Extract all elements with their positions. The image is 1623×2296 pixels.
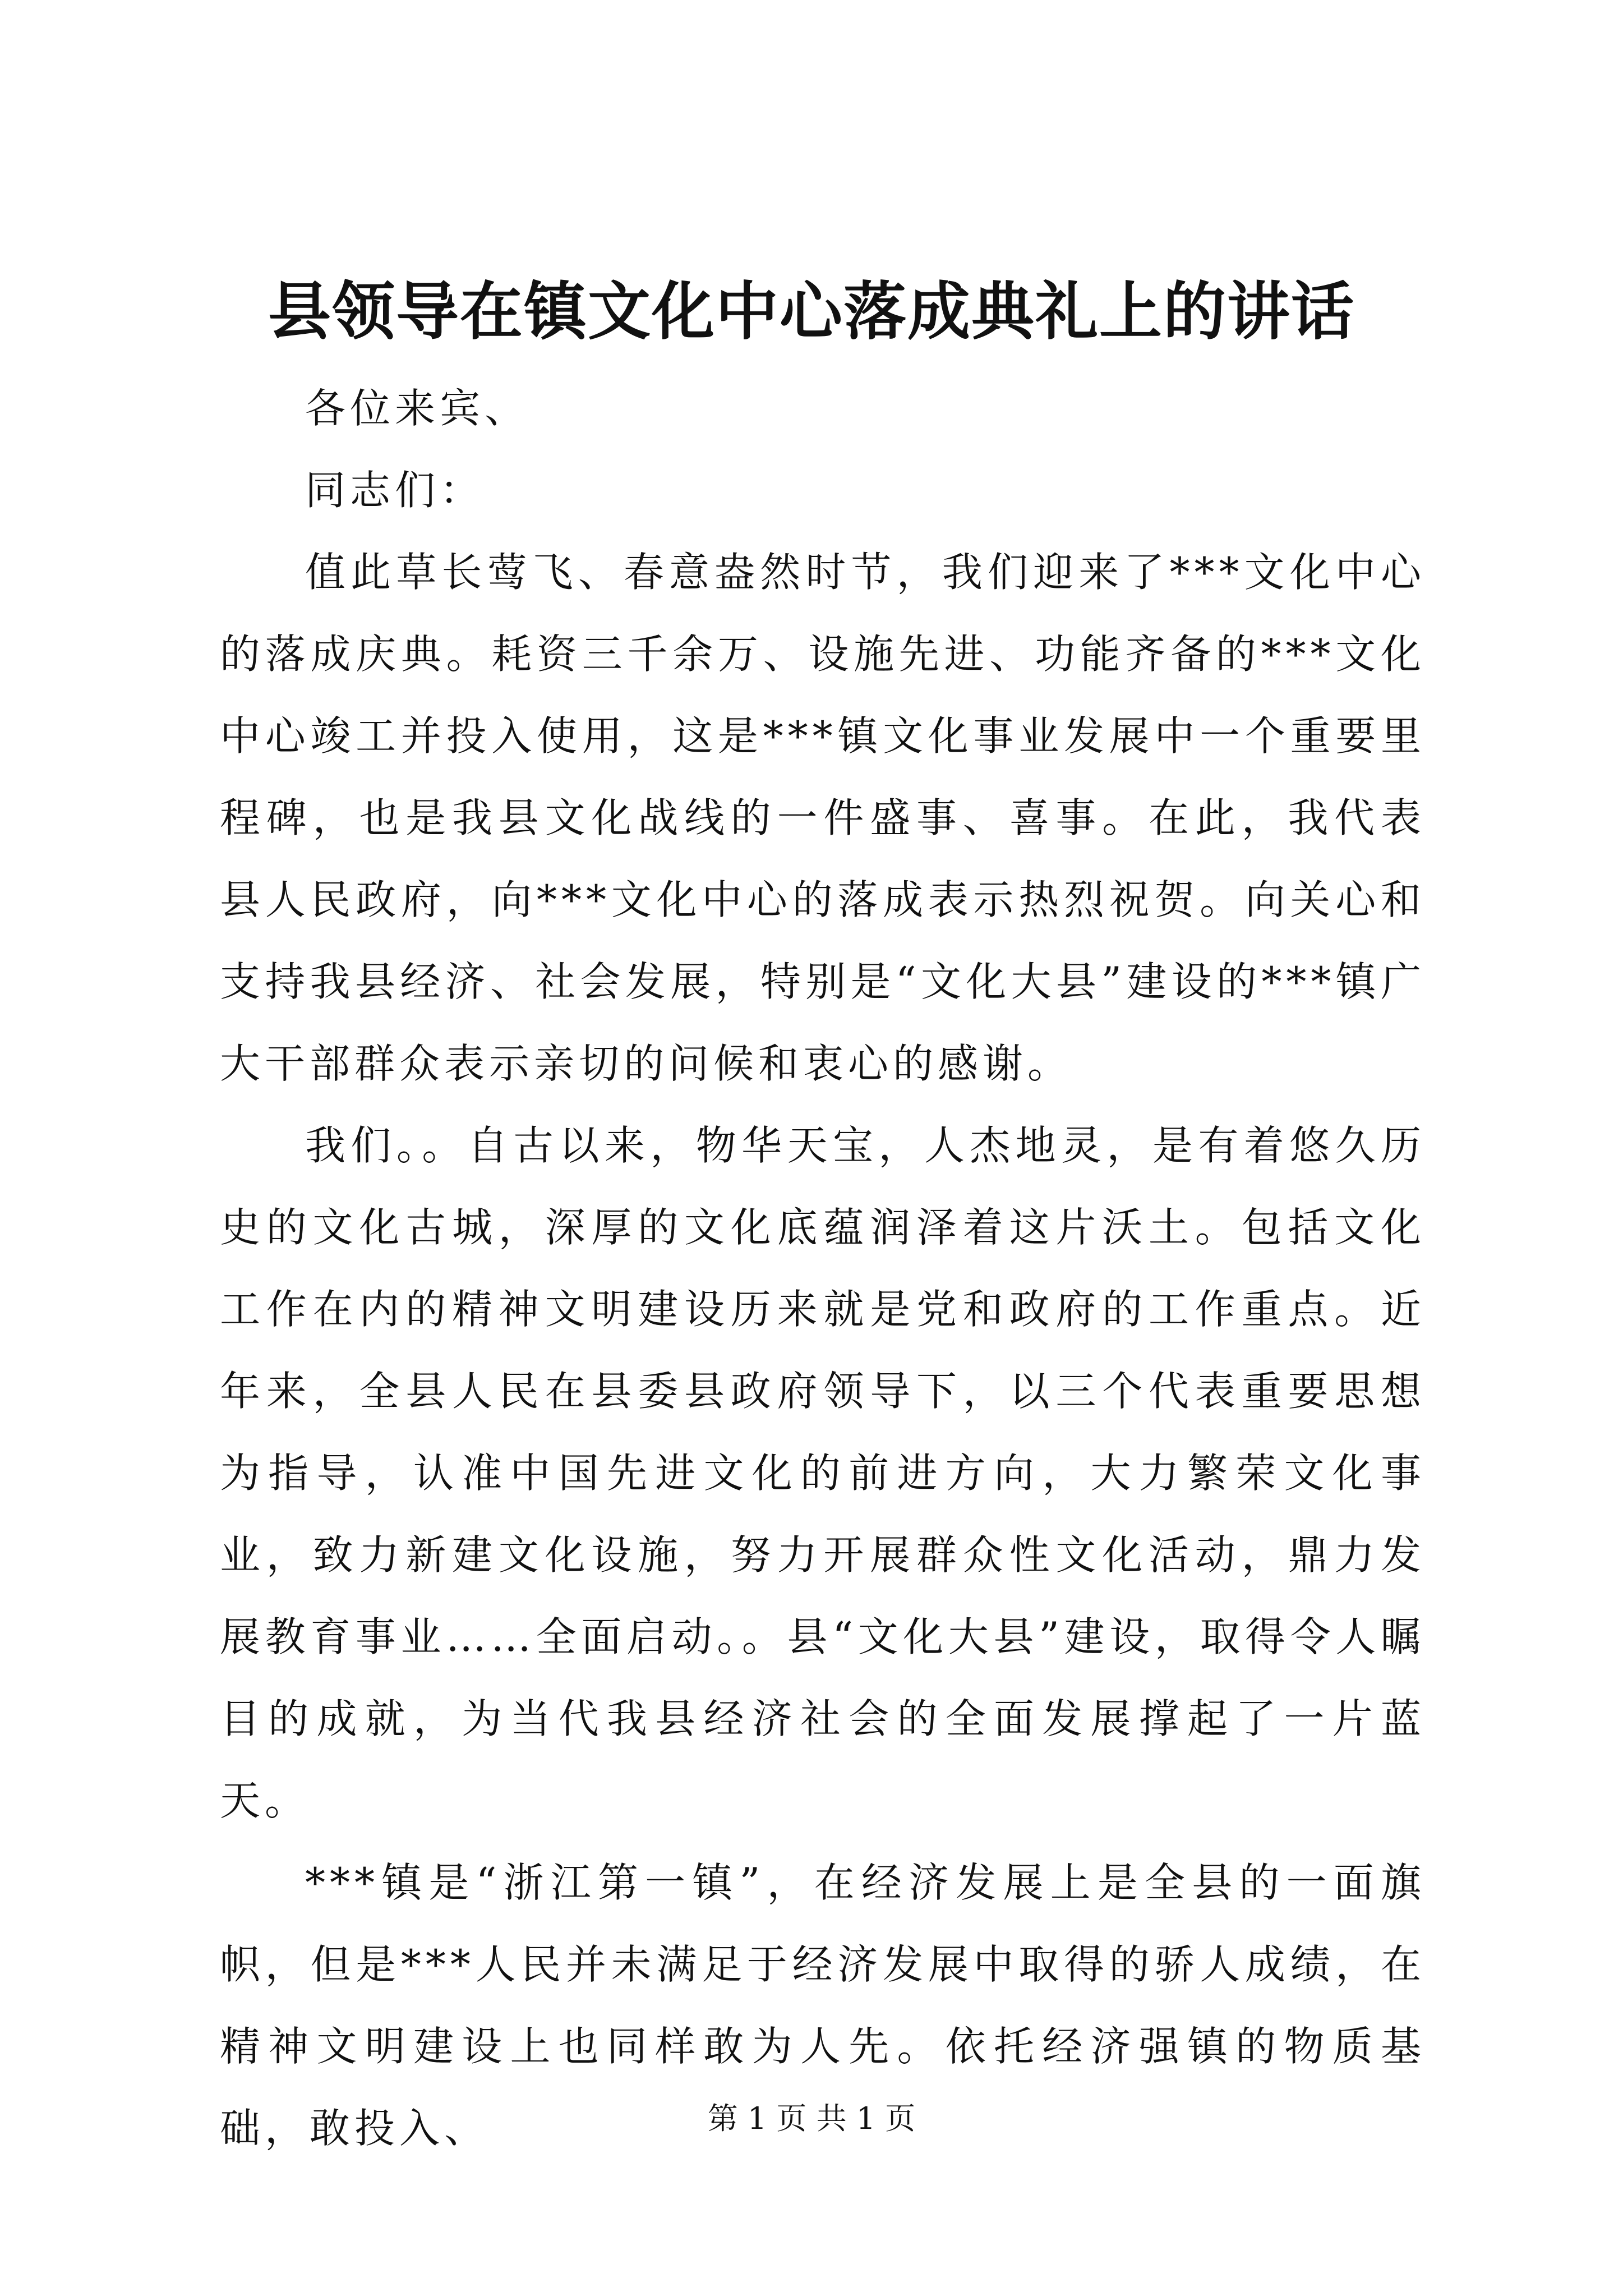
document-body xyxy=(220,367,1426,2169)
paragraph-1: 值此草长莺飞、春意盎然时节，我们迎来了***文化中心的落成庆典。耗资三千余万、设施先进、功能齐备的***文化中心竣工并投入使用，这是***镇文化事业发展中一个重要里程碑，也是我县文化战线的一件盛事、喜事。在此，我代表县人民政府，向***文化中心的落成表示热烈祝贺。向关心和支持我县经济、社会发展，特别是“文化大县”建设的***镇广大干部群众表示亲切的问候和衷心的感谢。 xyxy=(220,549,1426,1087)
salutation-guests: 各位来宾、 xyxy=(305,385,530,432)
page-number-footer: 第 1 页 共 1 页 xyxy=(707,2101,916,2136)
document-title: 县领导在镇文化中心落成典礼上的讲话 xyxy=(268,275,1355,348)
salutation-comrades: 同志们： xyxy=(305,467,485,514)
paragraph-3: ***镇是“浙江第一镇”，在经济发展上是全县的一面旗帜，但是***人民并未满足于经济发展中取得的骄人成绩，在精神文明建设上也同样敢为人先。依托经济强镇的物质基础，敢投入、 xyxy=(220,1859,1426,2152)
paragraph-2: 我们。。自古以来，物华天宝，人杰地灵，是有着悠久历史的文化古城，深厚的文化底蕴润泽着这片沃土。包括文化工作在内的精神文明建设历来就是党和政府的工作重点。近年来，全县人民在县委县政府领导下，以三个代表重要思想为指导，认准中国先进文化的前进方向，大力繁荣文化事业，致力新建文化设施，努力开展群众性文化活动，鼎力发展教育事业……全面启动。。县“文化大县”建设，取得令人瞩目的成就，为当代我县经济社会的全面发展撑起了一片蓝天。 xyxy=(220,1122,1426,1824)
